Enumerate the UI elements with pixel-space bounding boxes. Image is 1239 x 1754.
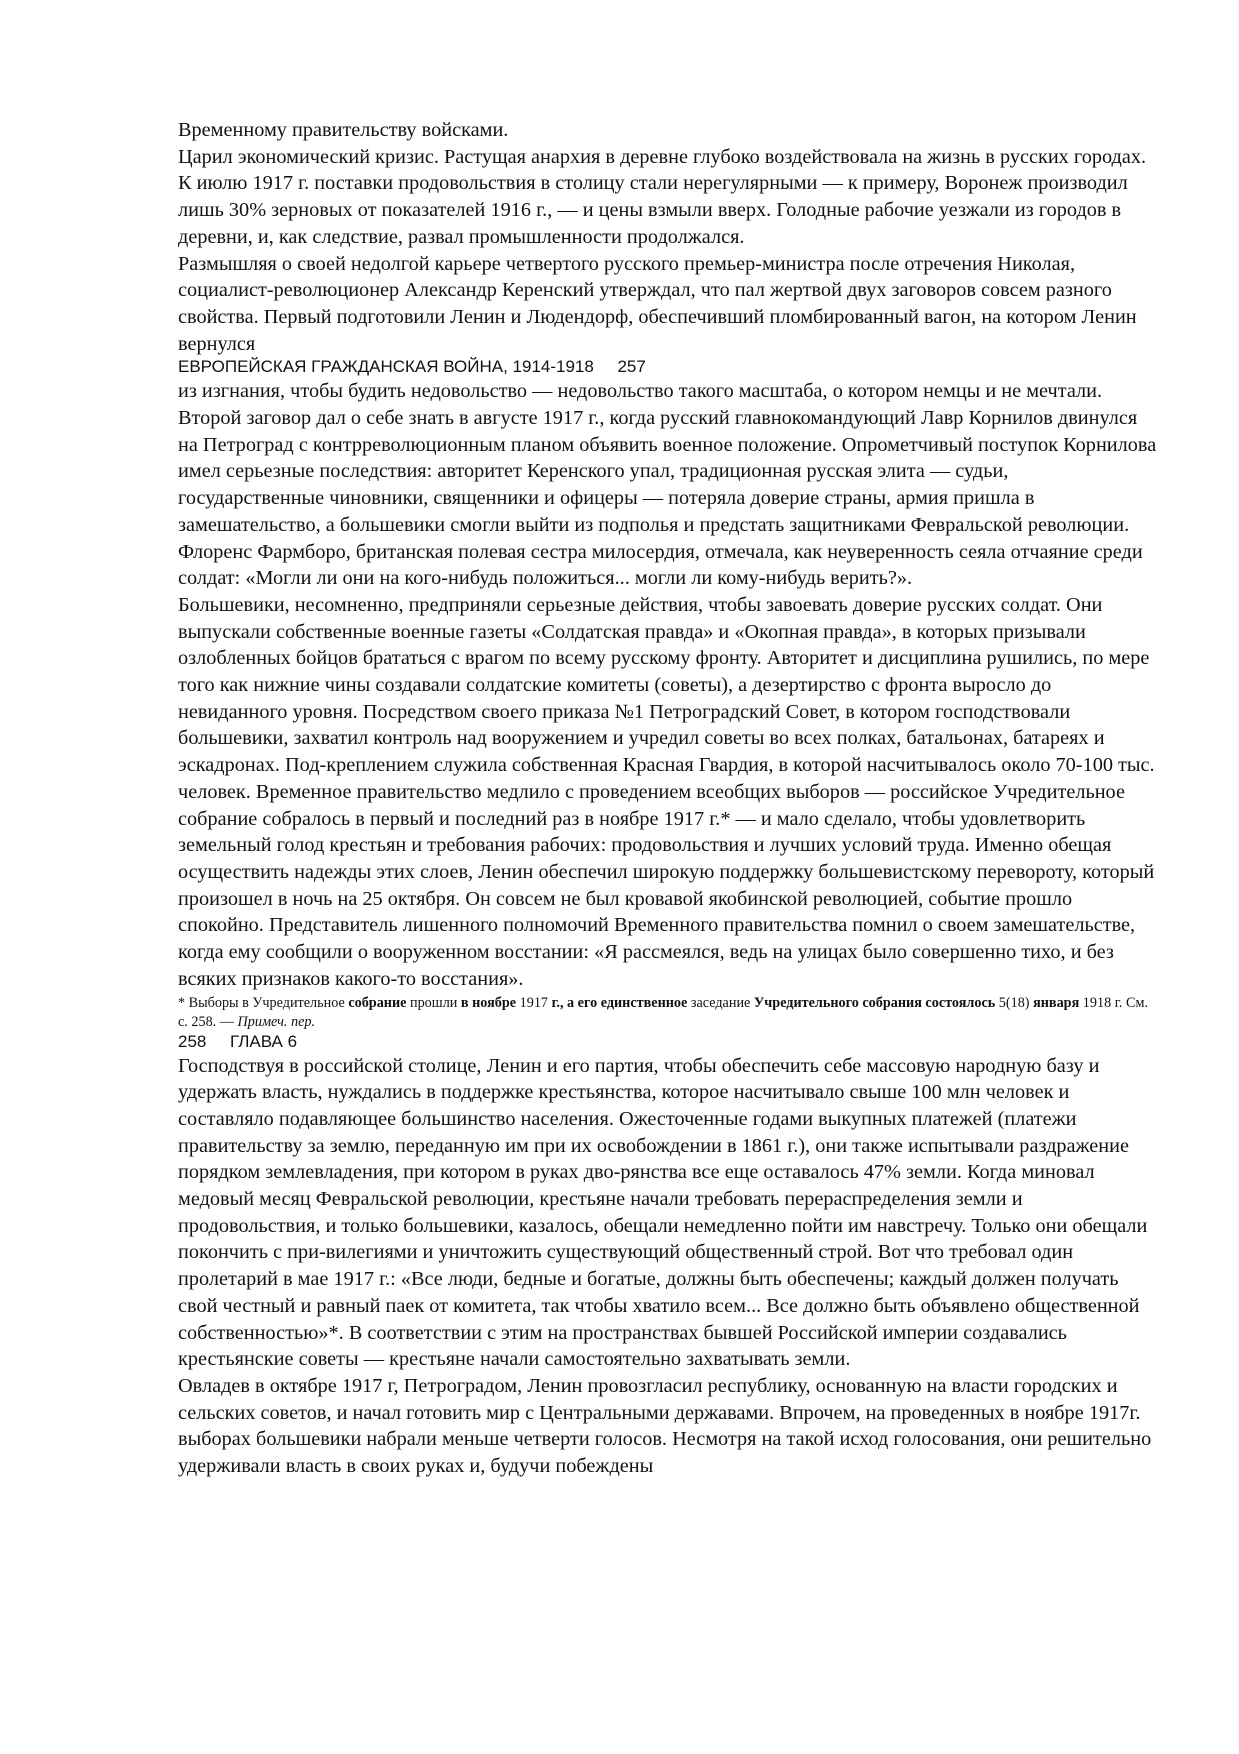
footnote-italic: Примеч. пер. — [237, 1013, 316, 1030]
paragraph: Размышляя о своей недолгой карьере четвертого русского премьер-министра после отречения Николая, социалист-революционер Александр Керенский утверждал, что пал жертвой двух заговоров совсем разного свойства. Первый подготовили Ленин и Людендорф, обеспечивший пломбированный вагон, на котором Ленин вернулся — [178, 252, 1137, 355]
paragraph: Большевики, несомненно, предприняли серьезные действия, чтобы завоевать доверие русских солдат. Они выпускали собственные военные газеты «Солдатская правда» и «Окопная правда», в которых призывали озлобленных бойцов брататься с врагом по всему русскому фронту. Авторитет и дисциплина рушились, по мере того как нижние чины создавали солдатские комитеты (советы), а дезертирство с фронта выросло до невиданного уровня. Посредством своего приказа №1 Петроградский Совет, в котором господствовали большевики, захватил контроль над вооружением и учредил советы во всех полках, батальонах, батареях и эскадронах. Под-креплением служила собственная Красная Гвардия, в которой насчитывалось около 70-100 тыс. человек. Временное правительство медлило с проведением всеобщих выборов — российское Учредительное собрание собралось в первый и последний раз в ноябре 1917 г.* — и мало сделало, чтобы удовлетворить земельный голод крестьян и требования рабочих: продовольствия и лучших условий труда. Именно обещая осуществить надежды этих слоев, Ленин обеспечил широкую поддержку большевистскому перевороту, который произошел в ночь на 25 октября. Он совсем не был кровавой якобинской революцией, событие прошло спокойно. Представитель лишенного полномочий Временного правительства помнил о своем замешательстве, когда ему сообщили о вооруженном восстании: «Я рассмеялся, ведь на улицах было совершенно тихо, и без всяких признаков какого-то восстания». — [178, 593, 1155, 990]
running-head-title: ГЛАВА 6 — [230, 1031, 298, 1051]
paragraph: из изгнания, чтобы будить недовольство — недовольство такого масштаба, о котором немцы и не мечтали. Второй заговор дал о себе знать в августе 1917 г., когда русский главнокомандующий Лавр Корнилов двинулся на Петроград с контрреволюционным планом объявить военное положение. Опрометчивый поступок Корнилова имел серьезные последствия: авторитет Керенского упал, традиционная русская элита — судьи, государственные чиновники, священники и офицеры — потеряла доверие страны, армия пришла в замешательство, а большевики смогли выйти из подполья и предстать защитниками Февральской революции. Флоренс Фармборо, британская полевая сестра милосердия, отмечала, как неуверенность сеяла отчаяние среди солдат: «Могли ли они на кого-нибудь положиться... могли ли кому-нибудь верить?». — [178, 380, 1157, 590]
paragraph: Господствуя в российской столице, Ленин и его партия, чтобы обеспечить себе массовую народную базу и удержать власть, нуждались в поддержке крестьянства, которое насчитывало свыше 100 млн человек и составляло подавляющее большинство населения. Ожесточенные годами выкупных платежей (платежи правительству за землю, переданную им при их освобождении в 1861 г.), они также испытывали раздражение порядком землевладения, при котором в руках дво-рянства все еще оставалось 47% земли. Когда миновал медовый месяц Февральской революции, крестьяне начали требовать перераспределения земли и продовольствия, и только большевики, казалось, обещали немедленно пойти им навстречу. Только они обещали покончить с при-вилегиями и уничтожить существующий общественный строй. Вот что требовал один пролетарий в мае 1917 г.: «Все люди, бедные и богатые, должны быть обеспечены; каждый должен получать свой честный и равный паек от комитета, так чтобы хватило всем... Все должно быть объявлено общественной собственностью»*. В соответствии с этим на пространствах бывшей Российской империи создавались крестьянские советы — крестьяне начали самостоятельно захватывать земли. — [178, 1054, 1148, 1371]
footnote-bold: г., а его единственное — [551, 994, 688, 1011]
footnote-text: прошли — [406, 994, 461, 1011]
book-page — [178, 117, 1158, 1480]
footnote-bold: января — [1033, 994, 1080, 1011]
page-number: 257 — [617, 357, 646, 377]
footnote-bold: Учредительного собрания состоялось — [753, 994, 996, 1011]
running-head-title: ЕВРОПЕЙСКАЯ ГРАЖДАНСКАЯ ВОЙНА, 1914-1918 — [178, 357, 594, 377]
footnote-text: 1918 г. См. с. 258. — — [178, 994, 1149, 1030]
paragraph: Временному правительству войсками. — [178, 119, 509, 141]
footnote-bold: в ноябре — [460, 994, 517, 1011]
paragraph: Овладев в октябре 1917 г, Петроградом, Ленин провозгласил республику, основанную на власти городских и сельских советов, и начал готовить мир с Центральными державами. Впрочем, на проведенных в ноябре 1917г. выборах большевики набрали меньше четверти голосов. Несмотря на такой исход голосования, они решительно удерживали власть в своих руках и, будучи побеждены — [178, 1374, 1152, 1478]
footnote-text: 5(18) — [995, 994, 1034, 1011]
running-head-257 — [178, 357, 1158, 377]
running-head-258 — [178, 1032, 1158, 1052]
footnote-text: * Выборы в Учредительное — [178, 994, 349, 1011]
footnote-text: заседание — [687, 994, 754, 1011]
footnote — [178, 994, 1158, 1032]
paragraph: Царил экономический кризис. Растущая анархия в деревне глубоко воздействовала на жизнь в русских городах. К июлю 1917 г. поставки продовольствия в столицу стали нерегулярными — к примеру, Воронеж производил лишь 30% зерновых от показателей 1916 г., — и цены взмыли вверх. Голодные рабочие уезжали из городов в деревни, и, как следствие, развал промышленности продолжался. — [178, 145, 1147, 248]
footnote-bold: собрание — [348, 994, 407, 1011]
page-number: 258 — [178, 1031, 207, 1051]
footnote-text: 1917 — [516, 994, 552, 1011]
